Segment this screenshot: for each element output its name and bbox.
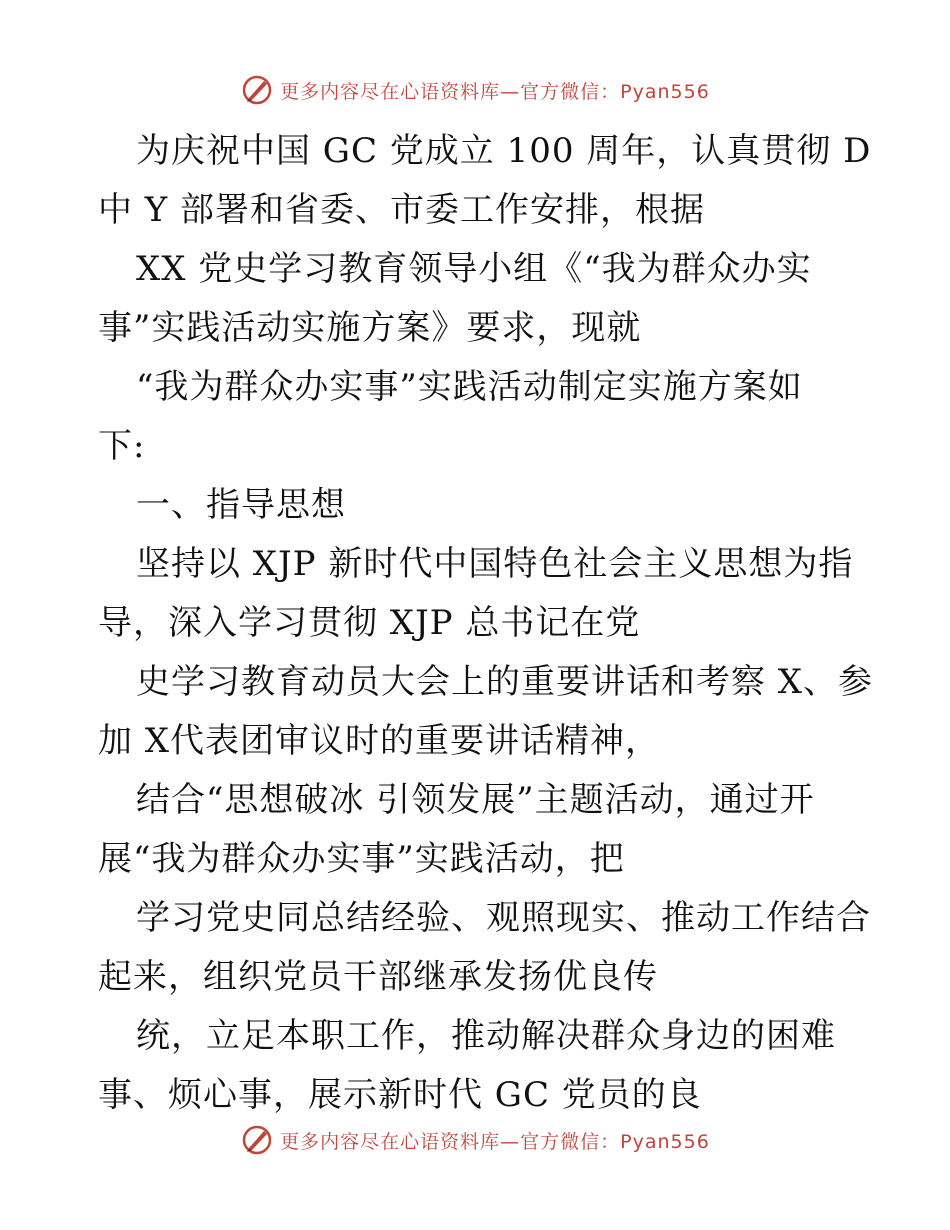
text-line: 加 X代表团审议时的重要讲话精神， xyxy=(98,721,661,761)
text-line: 统，立足本职工作，推动解决群众身边的困难 xyxy=(136,1016,836,1056)
quill-pen-logo-icon xyxy=(240,1123,274,1157)
footer-watermark xyxy=(0,1120,950,1160)
text-line: 下: xyxy=(98,426,146,466)
text-line: 展“我为群众办实事”实践活动，把 xyxy=(98,839,625,879)
watermark-text: 更多内容尽在心语资料库—官方微信：Pyan556 xyxy=(280,1130,710,1153)
text-line: 中 Y 部署和省委、市委工作安排，根据 xyxy=(98,190,706,230)
quill-pen-logo-icon xyxy=(240,73,274,107)
text-line: 导，深入学习贯彻 XJP 总书记在党 xyxy=(98,603,641,643)
document-body xyxy=(98,122,874,1125)
text-line: 事、烦心事，展示新时代 GC 党员的良 xyxy=(98,1075,702,1115)
text-line: XX 党史学习教育领导小组《“我为群众办实 xyxy=(136,249,812,289)
text-line: 为庆祝中国 GC 党成立 100 周年，认真贯彻 D xyxy=(136,131,872,171)
text-line: 学习党史同总结经验、观照现实、推动工作结合 xyxy=(136,898,871,938)
watermark-text: 更多内容尽在心语资料库—官方微信：Pyan556 xyxy=(280,80,710,103)
text-line: 起来，组织党员干部继承发扬优良传 xyxy=(98,957,658,997)
text-line: 史学习教育动员大会上的重要讲话和考察 X、参 xyxy=(136,662,874,702)
text-line: 结合“思想破冰 引领发展”主题活动，通过开 xyxy=(136,780,815,820)
text-line: 坚持以 XJP 新时代中国特色社会主义思想为指 xyxy=(136,544,854,584)
text-line: “我为群众办实事”实践活动制定实施方案如 xyxy=(136,367,803,407)
text-line: 事”实践活动实施方案》要求，现就 xyxy=(98,308,642,348)
text-line: 一、指导思想 xyxy=(136,485,346,525)
header-watermark xyxy=(0,70,950,110)
